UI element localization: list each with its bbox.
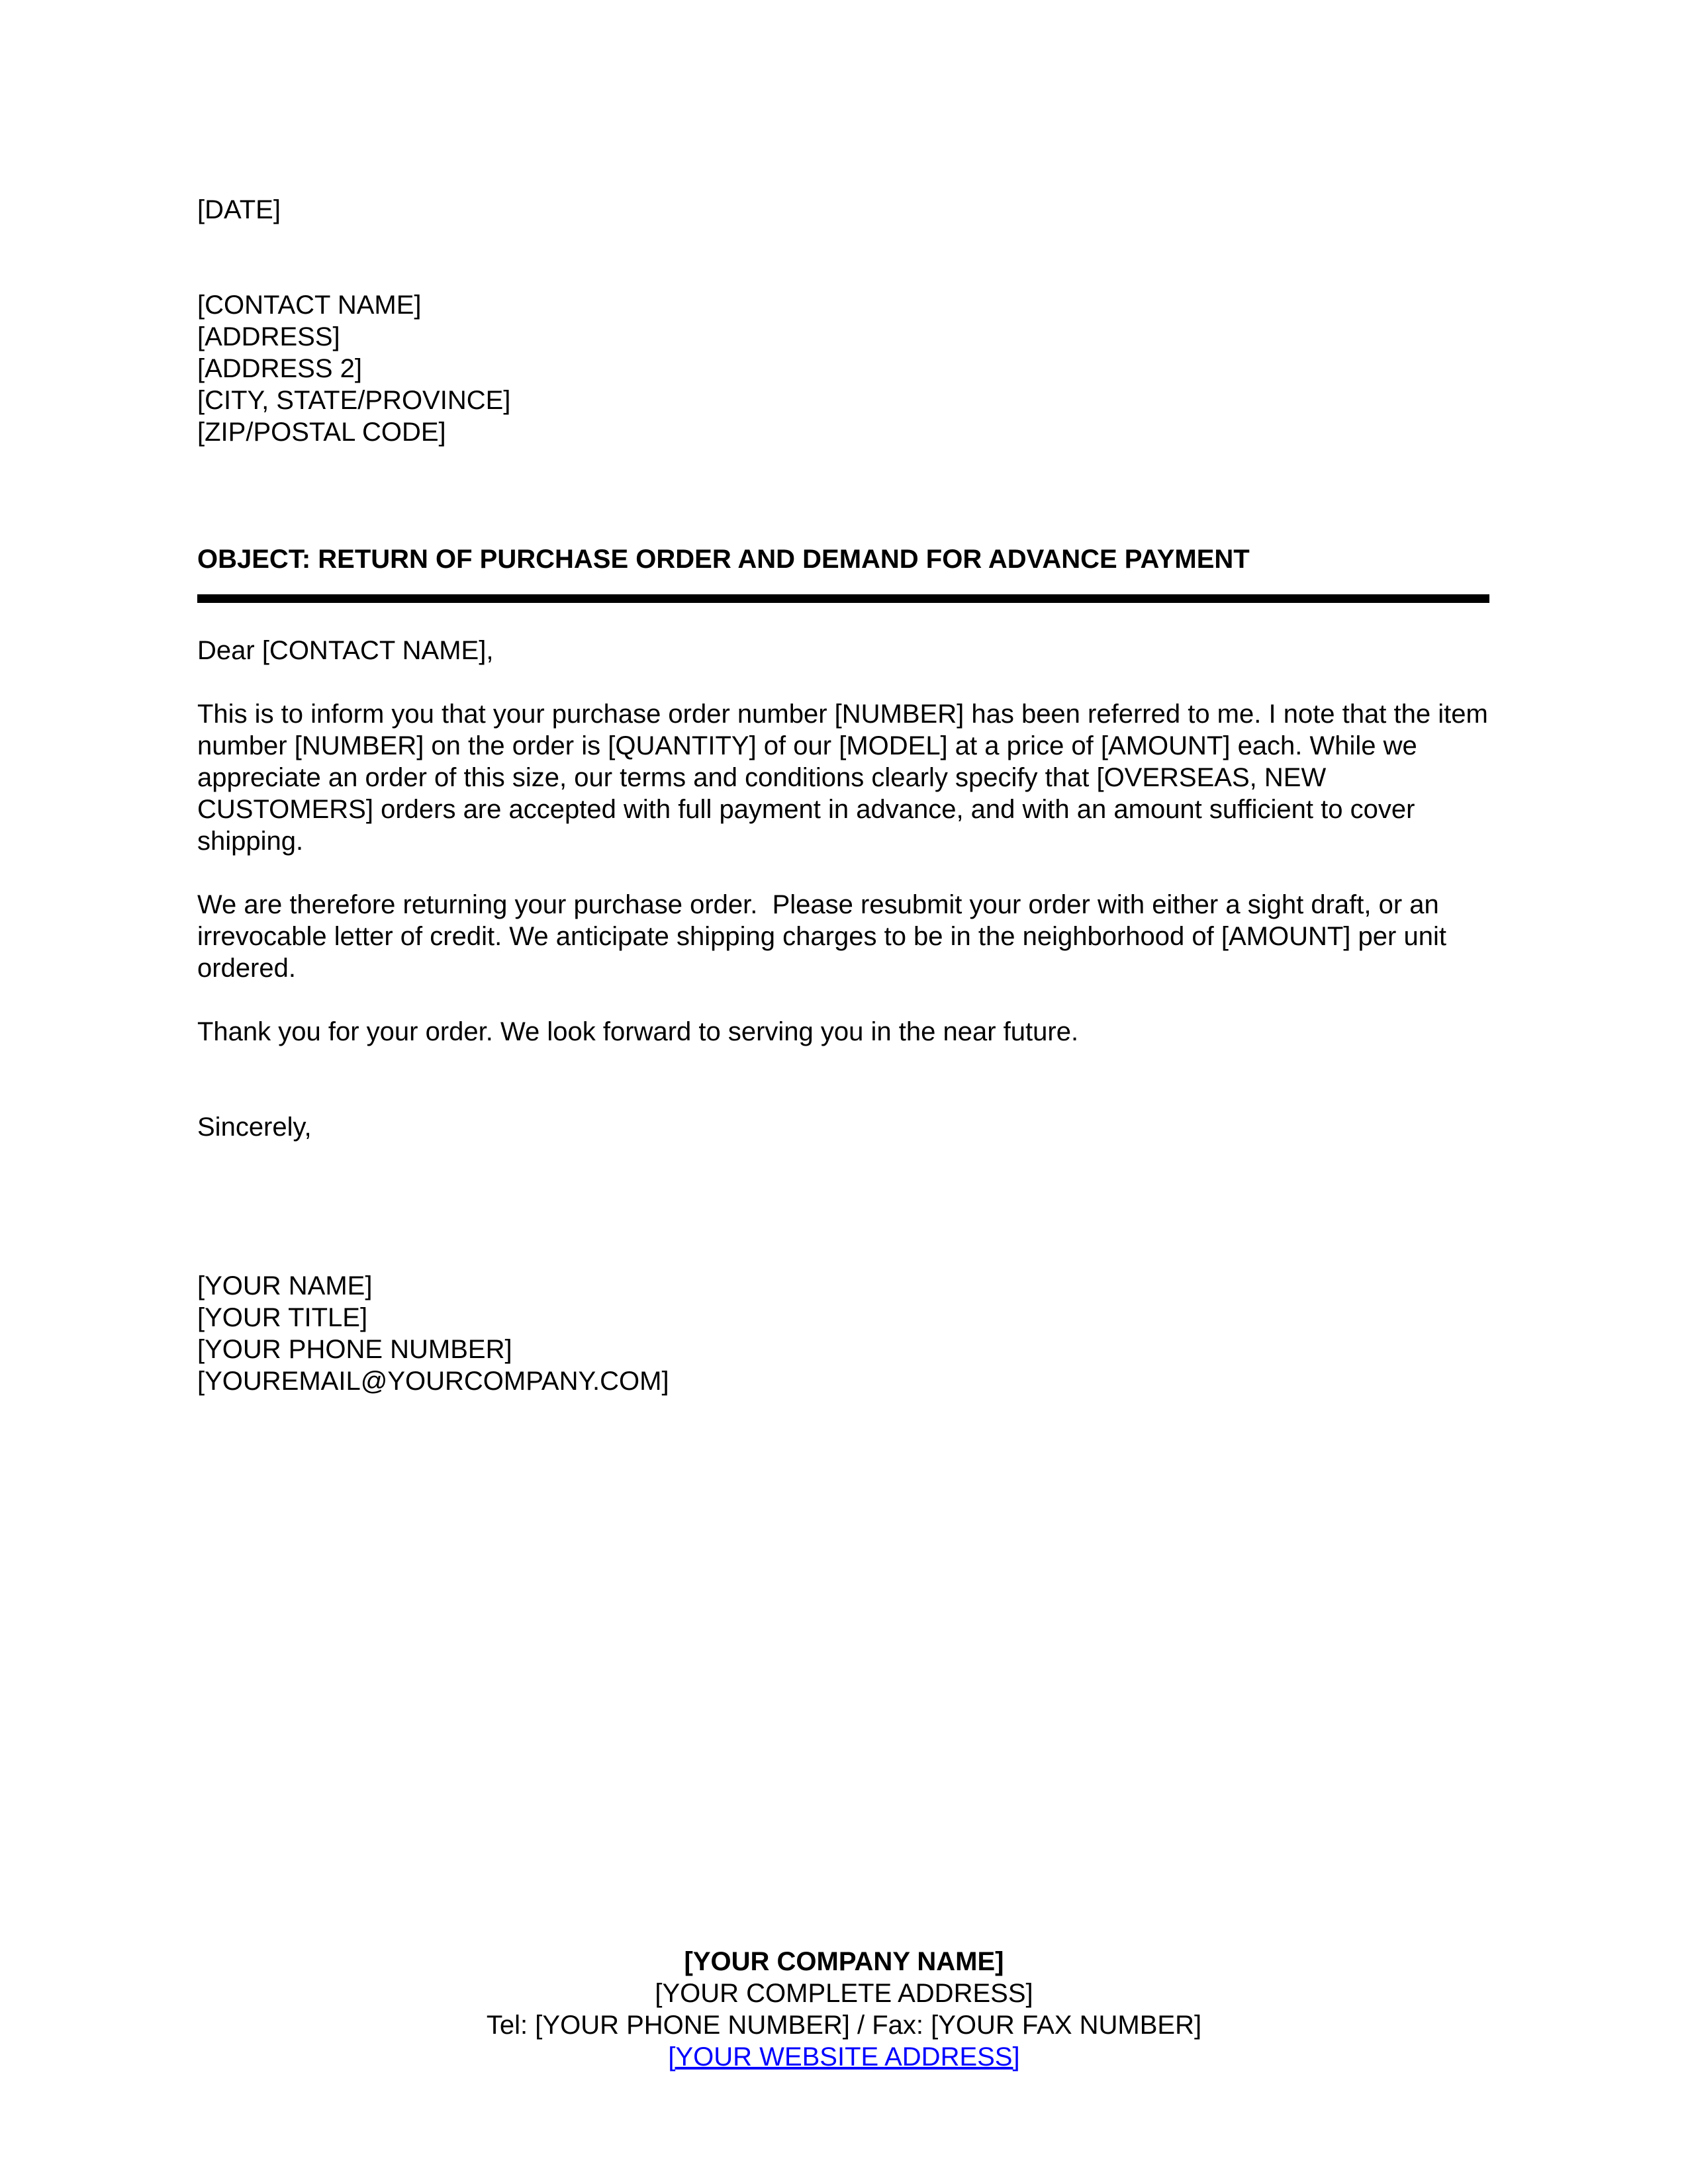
footer-tel-fax: Tel: [YOUR PHONE NUMBER] / Fax: [YOUR FAX NUMBER]	[486, 2011, 1202, 2040]
body-paragraph-1: This is to inform you that your purchase order number [NUMBER] has been referred to me. I note that the item number [NUMBER] on the order is [QUANTITY] of our [MODEL] at a price of [AMOUNT] each. While we appreciate an order of this size, our terms and conditions clearly specify that [OVERSEAS, NEW CUSTOMERS] orders are accepted with full payment in advance, and with an amount sufficient to cover shipping.	[197, 700, 1495, 856]
salutation: Dear [CONTACT NAME],	[197, 636, 494, 665]
sender-title: [YOUR TITLE]	[197, 1303, 368, 1332]
date-placeholder: [DATE]	[197, 195, 281, 224]
sender-phone: [YOUR PHONE NUMBER]	[197, 1335, 512, 1364]
company-footer	[0, 1946, 1688, 2073]
letter-body	[197, 0, 1495, 1397]
closing-salutation: Sincerely,	[197, 1113, 312, 1142]
website-link[interactable]: [YOUR WEBSITE ADDRESS]	[668, 2042, 1020, 2071]
footer-website-line	[0, 2041, 1688, 2073]
footer-company-name: [YOUR COMPANY NAME]	[684, 1947, 1004, 1976]
recipient-contact-name: [CONTACT NAME]	[197, 291, 422, 320]
recipient-address-line2: [ADDRESS 2]	[197, 354, 362, 383]
sender-name: [YOUR NAME]	[197, 1271, 373, 1300]
recipient-city-state: [CITY, STATE/PROVINCE]	[197, 386, 511, 415]
recipient-address-line1: [ADDRESS]	[197, 322, 340, 351]
sender-email: [YOUREMAIL@YOURCOMPANY.COM]	[197, 1367, 669, 1396]
signature-block	[197, 1270, 1489, 1397]
recipient-zip-code: [ZIP/POSTAL CODE]	[197, 418, 446, 447]
recipient-address-block	[197, 289, 1489, 448]
body-paragraph-3: Thank you for your order. We look forward to serving you in the near future.	[197, 1017, 1079, 1046]
body-paragraph-2: We are therefore returning your purchase order. Please resubmit your order with either a sight draft, or an irrevocable letter of credit. We anticipate shipping charges to be in the neighborhood of [AMOUNT] per unit ordered.	[197, 890, 1454, 983]
footer-company-address: [YOUR COMPLETE ADDRESS]	[655, 1979, 1033, 2008]
subject-heading: OBJECT: RETURN OF PURCHASE ORDER AND DEMAND FOR ADVANCE PAYMENT	[197, 543, 1489, 603]
